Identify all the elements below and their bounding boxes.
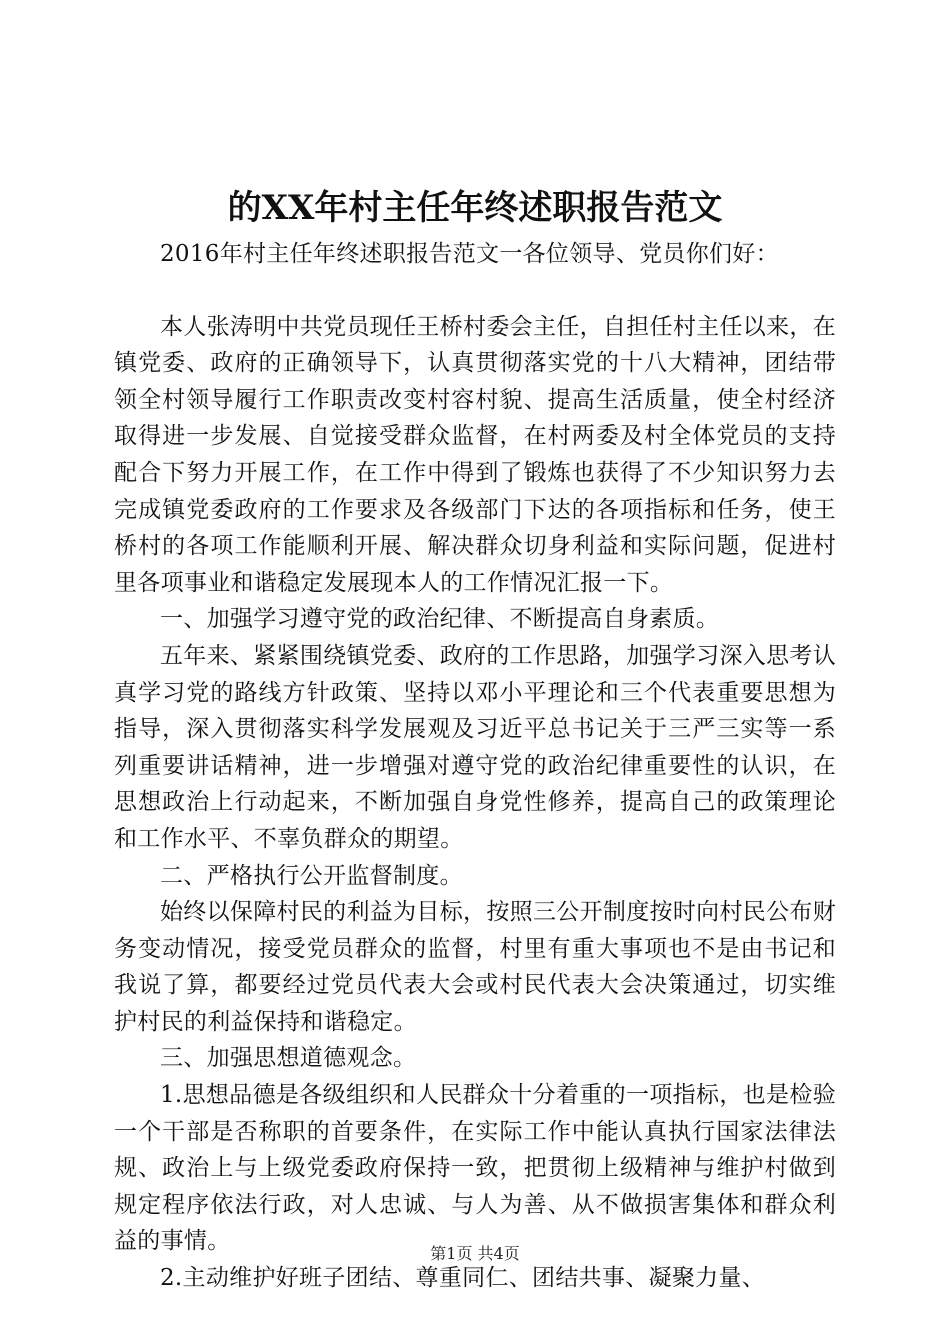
body-paragraph: 1.思想品德是各级组织和人民群众十分着重的一项指标，也是检验一个干部是否称职的首要条件，在实际工作中能认真执行国家法律法规、政治上与上级党委政府保持一致，把贯彻上级精神与维护村做到规定程序依法行政，对人忠诚、与人为善、从不做损害集体和群众利益的事情。	[114, 1082, 836, 1255]
section-heading: 一、加强学习遵守党的政治纪律、不断提高自身素质。	[160, 606, 720, 633]
document-body	[114, 236, 836, 1297]
page-number: 第1页 共4页	[430, 1244, 520, 1263]
greeting-paragraph: 2016年村主任年终述职报告范文一各位领导、党员你们好：	[160, 241, 779, 267]
body-paragraph: 五年来、紧紧围绕镇党委、政府的工作思路，加强学习深入思考认真学习党的路线方针政策、坚持以邓小平理论和三个代表重要思想为指导，深入贯彻落实科学发展观及习近平总书记关于三严三实等一系列重要讲话精神，进一步增强对遵守党的政治纪律重要性的认识，在思想政治上行动起来，不断加强自身党性修养，提高自己的政策理论和工作水平、不辜负群众的期望。	[114, 642, 836, 852]
document-title: 的XX年村主任年终述职报告范文	[227, 188, 723, 228]
section-heading: 二、严格执行公开监督制度。	[160, 862, 463, 889]
body-paragraph: 本人张涛明中共党员现任王桥村委会主任，自担任村主任以来，在镇党委、政府的正确领导下，认真贯彻落实党的十八大精神，团结带领全村领导履行工作职责改变村容村貌、提高生活质量，使全村经济取得进一步发展、自觉接受群众监督，在村两委及村全体党员的支持配合下努力开展工作，在工作中得到了锻炼也获得了不少知识努力去完成镇党委政府的工作要求及各级部门下达的各项指标和任务，使王桥村的各项工作能顺利开展、解决群众切身利益和实际问题，促进村里各项事业和谐稳定发展现本人的工作情况汇报一下。	[114, 313, 836, 596]
body-paragraph: 2.主动维护好班子团结、尊重同仁、团结共事、凝聚力量、	[160, 1265, 766, 1292]
body-paragraph: 始终以保障村民的利益为目标，按照三公开制度按时向村民公布财务变动情况，接受党员群众的监督，村里有重大事项也不是由书记和我说了算，都要经过党员代表大会或村民代表大会决策通过，切实维护村民的利益保持和谐稳定。	[114, 899, 836, 1035]
section-heading: 三、加强思想道德观念。	[160, 1045, 417, 1072]
